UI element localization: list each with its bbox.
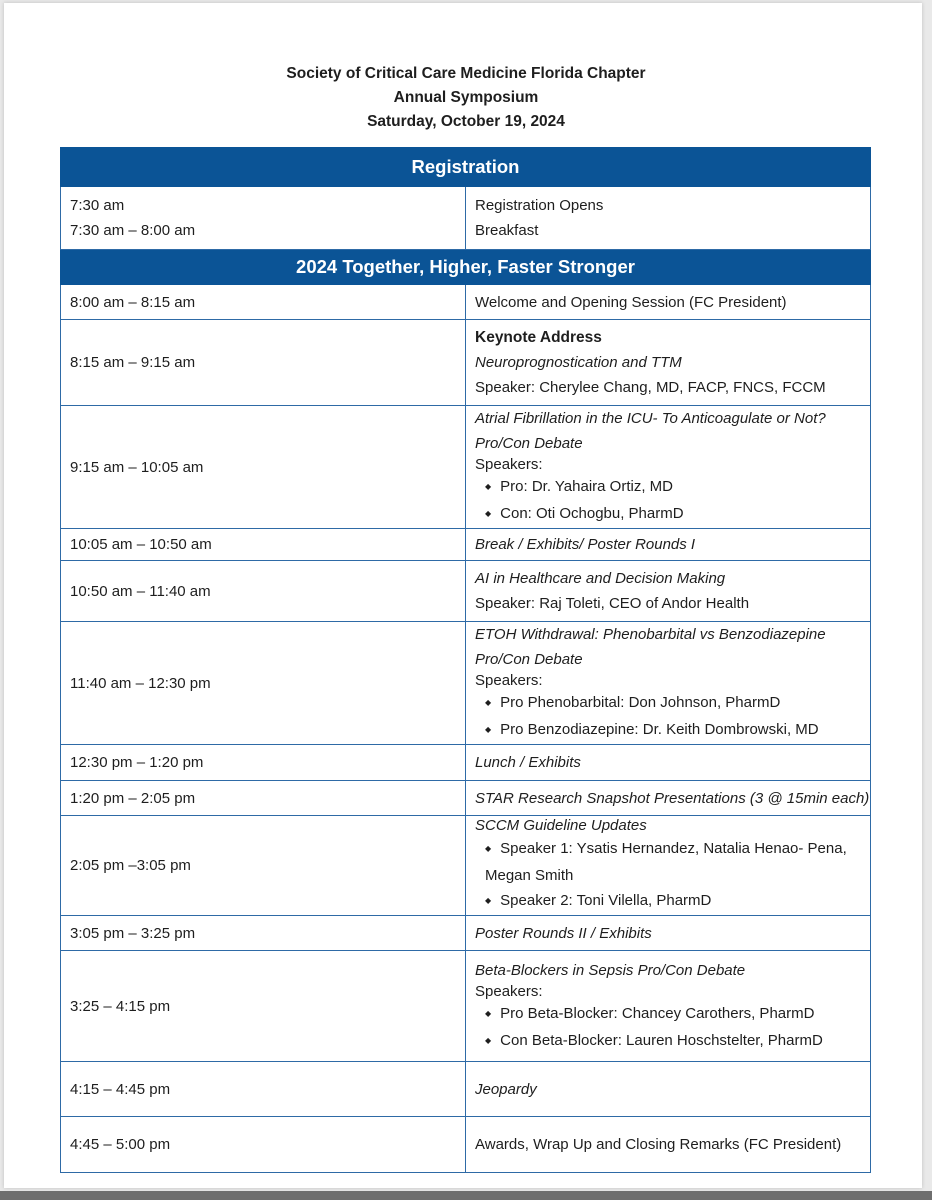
time-cell: 3:25 – 4:15 pm [61, 951, 466, 1062]
table-row [61, 187, 871, 250]
speaker-item: ◆ Pro Benzodiazepine: Dr. Keith Dombrowski, MD [485, 717, 870, 744]
time-cell: 10:50 am – 11:40 am [61, 561, 466, 622]
table-row [61, 406, 871, 529]
session-cell: Beta-Blockers in Sepsis Pro/Con Debate Speakers: ◆ Pro Beta-Blocker: Chancey Carothers, PharmD ◆ Con Beta-Blocker: Lauren Hoschstelter, PharmD [466, 951, 871, 1062]
time-cell: 3:05 pm – 3:25 pm [61, 916, 466, 951]
table-row [61, 781, 871, 816]
speaker-item: ◆ Speaker 2: Toni Vilella, PharmD [485, 888, 870, 915]
session-cell: Welcome and Opening Session (FC President) [466, 285, 871, 320]
table-row [61, 320, 871, 406]
session-cell: Registration Opens Breakfast [466, 187, 871, 250]
speaker-item: ◆ Pro Beta-Blocker: Chancey Carothers, PharmD [485, 1001, 870, 1028]
session-cell: AI in Healthcare and Decision Making Speaker: Raj Toleti, CEO of Andor Health [466, 561, 871, 622]
time-cell: 7:30 am 7:30 am – 8:00 am [61, 187, 466, 250]
time-cell: 9:15 am – 10:05 am [61, 406, 466, 529]
table-row [61, 916, 871, 951]
table-row [61, 561, 871, 622]
event-title: Annual Symposium [393, 89, 539, 106]
section-header-theme: 2024 Together, Higher, Faster Stronger [61, 250, 871, 285]
speaker-list [475, 1001, 870, 1055]
time-cell: 4:15 – 4:45 pm [61, 1062, 466, 1117]
speaker-list [475, 690, 870, 744]
organization-title: Society of Critical Care Medicine Florida Chapter [286, 65, 646, 82]
time-cell: 1:20 pm – 2:05 pm [61, 781, 466, 816]
event-date: Saturday, October 19, 2024 [367, 113, 565, 130]
session-cell: SCCM Guideline Updates ◆ Speaker 1: Ysatis Hernandez, Natalia Henao- Pena, Megan Smith ◆ Speaker 2: Toni Vilella, PharmD [466, 816, 871, 916]
time-cell: 11:40 am – 12:30 pm [61, 622, 466, 745]
session-cell: Break / Exhibits/ Poster Rounds I [466, 529, 871, 561]
time-cell: 4:45 – 5:00 pm [61, 1117, 466, 1173]
session-cell: Poster Rounds II / Exhibits [466, 916, 871, 951]
table-row [61, 285, 871, 320]
table-row [61, 745, 871, 781]
session-cell: Jeopardy [466, 1062, 871, 1117]
table-row [61, 951, 871, 1062]
table-row [61, 1062, 871, 1117]
session-cell: Keynote Address Neuroprognostication and TTM Speaker: Cherylee Chang, MD, FACP, FNCS, FCCM [466, 320, 871, 406]
time-cell: 2:05 pm –3:05 pm [61, 816, 466, 916]
speaker-item: ◆ Speaker 1: Ysatis Hernandez, Natalia Henao- Pena, Megan Smith [485, 836, 870, 888]
speaker-list [475, 474, 870, 528]
session-cell: Atrial Fibrillation in the ICU- To Anticoagulate or Not? Pro/Con Debate Speakers: ◆ Pro: Dr. Yahaira Ortiz, MD ◆ Con: Oti Ochogbu, PharmD [466, 406, 871, 529]
table-row [61, 622, 871, 745]
table-row [61, 529, 871, 561]
document-header [0, 62, 932, 134]
speaker-list [475, 836, 870, 915]
viewer-bottom-bar [0, 1191, 932, 1200]
session-cell: Awards, Wrap Up and Closing Remarks (FC President) [466, 1117, 871, 1173]
schedule-table [60, 147, 871, 1173]
time-cell: 8:00 am – 8:15 am [61, 285, 466, 320]
time-cell: 12:30 pm – 1:20 pm [61, 745, 466, 781]
speaker-item: ◆ Con Beta-Blocker: Lauren Hoschstelter, PharmD [485, 1028, 870, 1055]
speaker-item: ◆ Pro: Dr. Yahaira Ortiz, MD [485, 474, 870, 501]
table-row [61, 1117, 871, 1173]
session-cell: STAR Research Snapshot Presentations (3 @ 15min each) [466, 781, 871, 816]
time-cell: 10:05 am – 10:50 am [61, 529, 466, 561]
speaker-item: ◆ Pro Phenobarbital: Don Johnson, PharmD [485, 690, 870, 717]
section-header-registration: Registration [61, 148, 871, 187]
table-row [61, 816, 871, 916]
session-cell: ETOH Withdrawal: Phenobarbital vs Benzodiazepine Pro/Con Debate Speakers: ◆ Pro Phenobarbital: Don Johnson, PharmD ◆ Pro Benzodiazepine: Dr. Keith Dombrowski, MD [466, 622, 871, 745]
session-cell: Lunch / Exhibits [466, 745, 871, 781]
time-cell: 8:15 am – 9:15 am [61, 320, 466, 406]
speaker-item: ◆ Con: Oti Ochogbu, PharmD [485, 501, 870, 528]
